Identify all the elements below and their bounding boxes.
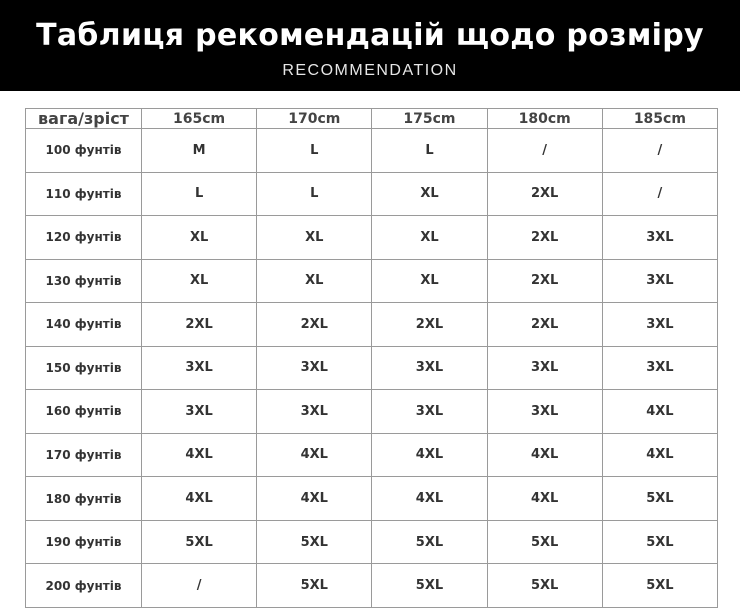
- size-cell: 5XL: [487, 520, 602, 564]
- size-cell: 5XL: [372, 520, 487, 564]
- column-header: 185cm: [602, 109, 717, 129]
- size-cell: 3XL: [142, 390, 257, 434]
- table-row: [26, 477, 718, 521]
- row-header: 190 фунтів: [26, 520, 142, 564]
- row-header: 200 фунтів: [26, 564, 142, 608]
- size-cell: 3XL: [487, 390, 602, 434]
- page-title: Таблиця рекомендацій щодо розміру: [36, 18, 704, 53]
- size-cell: XL: [257, 259, 372, 303]
- title-banner: [0, 0, 740, 91]
- size-cell: 4XL: [602, 433, 717, 477]
- size-cell: 2XL: [487, 172, 602, 216]
- table-row: [26, 433, 718, 477]
- size-cell: XL: [372, 259, 487, 303]
- size-cell: 5XL: [257, 520, 372, 564]
- size-cell: 3XL: [257, 346, 372, 390]
- size-cell: 3XL: [487, 346, 602, 390]
- row-header: 170 фунтів: [26, 433, 142, 477]
- size-cell: 3XL: [372, 346, 487, 390]
- table-row: [26, 216, 718, 260]
- table-header-row: [26, 109, 718, 129]
- row-header: 110 фунтів: [26, 172, 142, 216]
- size-cell: L: [257, 172, 372, 216]
- size-recommendation-table: [25, 108, 718, 608]
- size-cell: L: [372, 129, 487, 173]
- size-cell: XL: [142, 259, 257, 303]
- size-cell: 3XL: [257, 390, 372, 434]
- size-cell: 4XL: [257, 477, 372, 521]
- column-header: 175cm: [372, 109, 487, 129]
- page-subtitle: RECOMMENDATION: [282, 62, 458, 79]
- size-cell: L: [257, 129, 372, 173]
- size-cell: 5XL: [372, 564, 487, 608]
- size-cell: 3XL: [602, 303, 717, 347]
- size-cell: 5XL: [142, 520, 257, 564]
- column-header: 180cm: [487, 109, 602, 129]
- size-cell: 4XL: [372, 477, 487, 521]
- size-cell: 5XL: [602, 520, 717, 564]
- size-cell: M: [142, 129, 257, 173]
- size-cell: 2XL: [372, 303, 487, 347]
- size-cell: 2XL: [142, 303, 257, 347]
- size-cell: 3XL: [372, 390, 487, 434]
- size-cell: XL: [372, 172, 487, 216]
- size-cell: L: [142, 172, 257, 216]
- size-cell: 4XL: [602, 390, 717, 434]
- table-row: [26, 303, 718, 347]
- row-header: 100 фунтів: [26, 129, 142, 173]
- row-header: 160 фунтів: [26, 390, 142, 434]
- size-cell: 2XL: [487, 303, 602, 347]
- size-cell: 4XL: [142, 477, 257, 521]
- size-cell: 4XL: [372, 433, 487, 477]
- row-header: 180 фунтів: [26, 477, 142, 521]
- size-cell: 5XL: [602, 564, 717, 608]
- table-row: [26, 129, 718, 173]
- row-header: 120 фунтів: [26, 216, 142, 260]
- column-header: 170cm: [257, 109, 372, 129]
- size-cell: 3XL: [142, 346, 257, 390]
- size-cell: 2XL: [487, 216, 602, 260]
- size-cell: /: [142, 564, 257, 608]
- row-header: 130 фунтів: [26, 259, 142, 303]
- table-row: [26, 564, 718, 608]
- size-cell: 5XL: [487, 564, 602, 608]
- size-cell: 5XL: [257, 564, 372, 608]
- size-cell: XL: [372, 216, 487, 260]
- size-cell: 3XL: [602, 259, 717, 303]
- table-row: [26, 390, 718, 434]
- size-cell: 5XL: [602, 477, 717, 521]
- size-cell: 2XL: [487, 259, 602, 303]
- size-cell: 4XL: [487, 477, 602, 521]
- table-row: [26, 520, 718, 564]
- size-cell: 2XL: [257, 303, 372, 347]
- size-cell: /: [602, 129, 717, 173]
- size-cell: 4XL: [142, 433, 257, 477]
- size-cell: XL: [142, 216, 257, 260]
- table-row: [26, 346, 718, 390]
- size-cell: XL: [257, 216, 372, 260]
- corner-header: вага/зріст: [26, 109, 142, 129]
- size-cell: /: [487, 129, 602, 173]
- table-row: [26, 172, 718, 216]
- size-cell: 4XL: [257, 433, 372, 477]
- size-cell: 3XL: [602, 216, 717, 260]
- table-row: [26, 259, 718, 303]
- row-header: 150 фунтів: [26, 346, 142, 390]
- size-cell: 3XL: [602, 346, 717, 390]
- column-header: 165cm: [142, 109, 257, 129]
- size-cell: 4XL: [487, 433, 602, 477]
- row-header: 140 фунтів: [26, 303, 142, 347]
- size-cell: /: [602, 172, 717, 216]
